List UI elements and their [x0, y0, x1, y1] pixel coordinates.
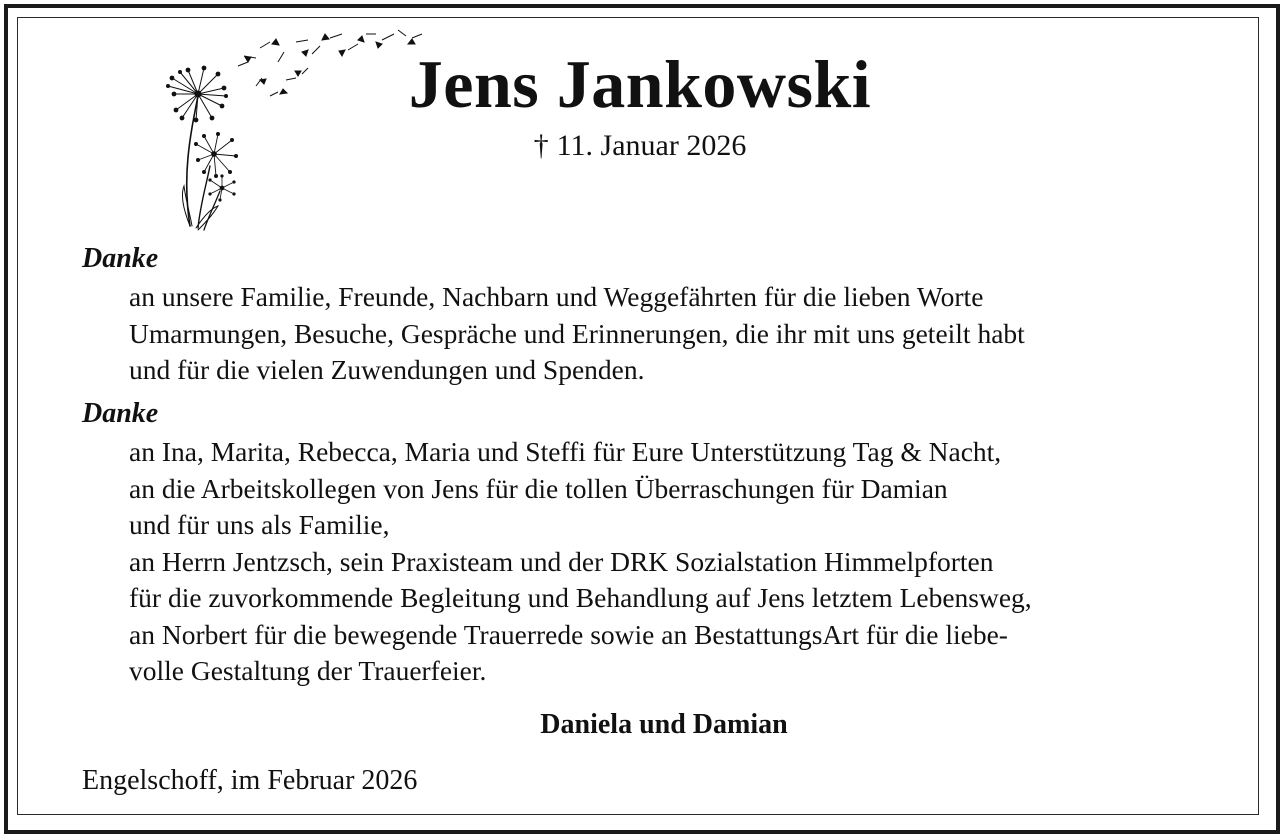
section-text-2	[129, 434, 1032, 690]
section-text-1	[129, 279, 1025, 389]
text-line: an die Arbeitskollegen von Jens für die tollen Überraschungen für Damian	[129, 472, 948, 504]
text-line: an Herrn Jentzsch, sein Praxisteam und der DRK Sozialstation Himmelpforten	[129, 545, 994, 577]
place-date: Engelschoff, im Februar 2026	[82, 765, 418, 796]
text-line: an Ina, Marita, Rebecca, Maria und Steffi für Eure Unterstützung Tag & Nacht,	[129, 436, 1002, 467]
text-line: Umarmungen, Besuche, Gespräche und Erinnerungen, die ihr mit uns geteilt habt	[129, 317, 1025, 349]
death-date-line	[0, 128, 1280, 164]
text-line: für die zuvorkommende Begleitung und Behandlung auf Jens letztem Lebensweg,	[129, 582, 1032, 613]
deceased-name	[0, 44, 1280, 124]
text-line: und für uns als Familie,	[129, 509, 390, 540]
cross-icon: †	[533, 129, 549, 162]
text-line: volle Gestaltung der Trauerfeier.	[129, 655, 487, 686]
text-line: und für die vielen Zuwendungen und Spenden.	[129, 354, 645, 385]
deceased-name-text: Jens Jankowski	[408, 46, 872, 122]
death-date: 11. Januar 2026	[556, 129, 747, 162]
section-heading-2: Danke	[82, 398, 159, 429]
signature: Daniela und Damian	[540, 709, 788, 740]
section-heading-1: Danke	[82, 243, 159, 274]
text-line: an unsere Familie, Freunde, Nachbarn und Weggefährten für die lieben Worte	[129, 281, 984, 312]
text-line: an Norbert für die bewegende Trauerrede sowie an BestattungsArt für die liebe-	[129, 618, 1008, 650]
